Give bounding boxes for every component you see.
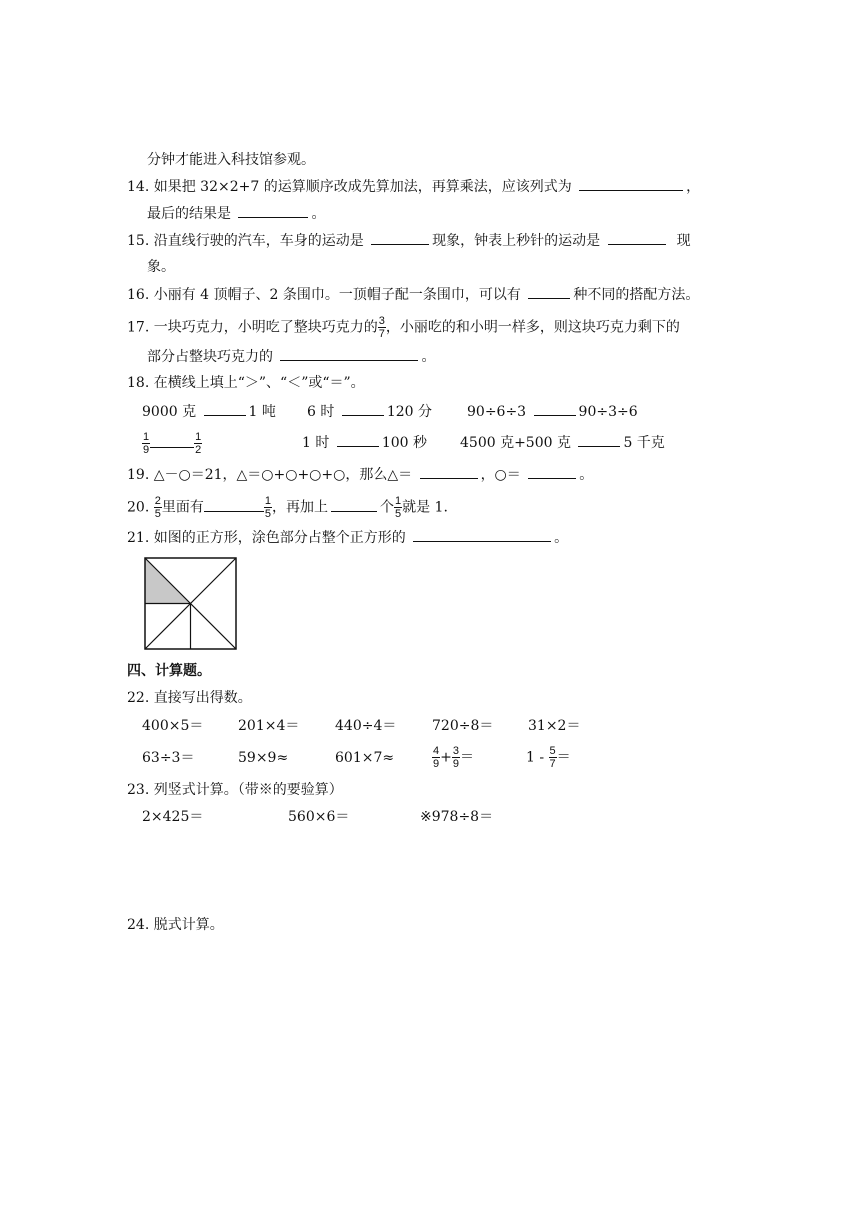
fraction: $\frac{1}{5}$ xyxy=(264,495,271,520)
question-number: 15. xyxy=(127,233,150,249)
question-text: 最后的结果是 xyxy=(147,206,231,222)
question-text: 列竖式计算。（带※的要验算） xyxy=(153,782,343,798)
punct: 。 xyxy=(579,467,594,483)
question-text: 在横线上填上“＞”、“＜”或“＝”。 xyxy=(153,375,365,391)
question-text: 直接写出得数。 xyxy=(153,690,252,706)
question-23 xyxy=(127,780,343,800)
fraction: $\frac{1}{5}$ xyxy=(394,495,402,520)
question-17 xyxy=(127,315,680,340)
calc-item: 601×7≈ xyxy=(335,750,395,766)
question-text: ，再加上 xyxy=(271,499,328,516)
fraction: $\frac{1}{9}$ xyxy=(143,431,150,456)
question-text: 脱式计算。 xyxy=(153,917,224,933)
punct: ， xyxy=(686,179,701,195)
question-14-line2 xyxy=(147,203,325,223)
question-14 xyxy=(127,176,700,196)
question-24 xyxy=(127,915,224,935)
compare-blank[interactable] xyxy=(534,401,576,416)
question-number: 22. xyxy=(127,690,150,706)
question-16 xyxy=(127,284,699,304)
calc-item: 560×6＝ xyxy=(288,809,350,825)
answer-blank[interactable] xyxy=(280,346,418,361)
answer-blank[interactable] xyxy=(420,464,478,479)
question-15-line2: 象。 xyxy=(147,259,175,275)
compare-item xyxy=(460,432,665,452)
question-text: ，小丽吃的和小明一样多，则这块巧克力剩下的 xyxy=(385,319,680,336)
compare-left: 1 时 xyxy=(302,435,330,451)
compare-left: 6 时 xyxy=(307,404,335,420)
answer-blank[interactable] xyxy=(528,284,570,299)
question-text: 个 xyxy=(379,499,394,516)
compare-item xyxy=(142,401,276,421)
question-text: 部分占整块巧克力的 xyxy=(147,349,273,365)
question-17-line2 xyxy=(147,346,435,366)
question-number: 20. xyxy=(127,499,150,516)
question-text: △－○＝21，△＝○+○+○+○，那么△＝ xyxy=(153,467,413,483)
question-text: 现 xyxy=(676,233,691,249)
calc-item: 400×5＝ xyxy=(142,718,204,734)
operator: + xyxy=(440,749,452,766)
question-text: 如图的正方形，涂色部分占整个正方形的 xyxy=(153,530,406,546)
section-title: 四、计算题。 xyxy=(127,663,211,679)
question-20 xyxy=(127,495,448,520)
expr-prefix: 1 - xyxy=(526,749,545,766)
question-number: 18. xyxy=(127,375,150,391)
question-number: 23. xyxy=(127,782,150,798)
fraction: $\frac{2}{5}$ xyxy=(154,495,161,520)
question-number: 14. xyxy=(127,179,150,195)
answer-blank[interactable] xyxy=(413,527,551,542)
calc-item: 59×9≈ xyxy=(238,750,289,766)
question-15 xyxy=(127,230,691,250)
continuation-line: 分钟才能进入科技馆参观。 xyxy=(147,152,315,168)
answer-blank[interactable] xyxy=(371,230,429,245)
fraction: $\frac{5}{7}$ xyxy=(549,745,556,770)
compare-blank[interactable] xyxy=(342,401,384,416)
answer-blank[interactable] xyxy=(608,230,666,245)
question-text: 就是 1. xyxy=(402,499,448,516)
fraction: $\frac{4}{9}$ xyxy=(433,745,440,770)
compare-right: 100 秒 xyxy=(381,435,427,451)
answer-blank[interactable] xyxy=(528,464,576,479)
compare-left: 90÷6÷3 xyxy=(467,404,527,420)
equals: ＝ xyxy=(556,749,571,766)
compare-right: 120 分 xyxy=(386,404,432,420)
punct: 。 xyxy=(554,530,569,546)
answer-blank[interactable] xyxy=(331,497,377,512)
compare-right: 90÷3÷6 xyxy=(578,404,638,420)
question-text: 现象，钟表上秒针的运动是 xyxy=(432,233,601,249)
answer-blank[interactable] xyxy=(204,497,264,512)
calc-item: 440÷4＝ xyxy=(335,718,397,734)
question-22 xyxy=(127,688,252,708)
fraction: $\frac{3}{9}$ xyxy=(452,745,459,770)
compare-item xyxy=(467,401,638,421)
compare-item-fractions xyxy=(142,431,202,456)
question-18 xyxy=(127,373,365,393)
calc-item: 2×425＝ xyxy=(142,809,204,825)
punct: 。 xyxy=(421,349,436,365)
calc-item-fraction xyxy=(526,745,571,771)
question-21 xyxy=(127,527,568,547)
calc-item-fractions xyxy=(432,745,474,771)
compare-blank[interactable] xyxy=(204,401,246,416)
question-text: 沿直线行驶的汽车，车身的运动是 xyxy=(153,233,364,249)
compare-blank[interactable] xyxy=(150,433,194,448)
answer-blank[interactable] xyxy=(579,176,683,191)
question-number: 17. xyxy=(127,319,150,336)
question-text: 种不同的搭配方法。 xyxy=(573,287,700,303)
question-text: ，○＝ xyxy=(480,467,521,483)
compare-blank[interactable] xyxy=(578,432,620,447)
question-number: 19. xyxy=(127,467,150,483)
question-text: 如果把 32×2+7 的运算顺序改成先算加法，再算乘法，应该列式为 xyxy=(153,179,572,195)
compare-blank[interactable] xyxy=(337,432,379,447)
compare-right: 5 千克 xyxy=(623,435,665,451)
equals: ＝ xyxy=(459,749,474,766)
calc-item: ※978÷8＝ xyxy=(420,809,494,825)
question-number: 24. xyxy=(127,917,150,933)
question-number: 16. xyxy=(127,287,150,303)
calc-item: 31×2＝ xyxy=(528,718,581,734)
compare-item xyxy=(307,401,432,421)
question-text: 一块巧克力，小明吃了整块巧克力的 xyxy=(153,319,378,336)
question-text: 小丽有 4 顶帽子、2 条围巾。一顶帽子配一条围巾，可以有 xyxy=(153,287,521,303)
question-19 xyxy=(127,464,593,484)
compare-right: 1 吨 xyxy=(248,404,276,420)
calc-item: 201×4＝ xyxy=(238,718,300,734)
square-figure xyxy=(144,557,237,650)
question-text: 里面有 xyxy=(161,499,204,516)
question-number: 21. xyxy=(127,530,150,546)
compare-item xyxy=(302,432,427,452)
compare-left: 4500 克+500 克 xyxy=(460,435,571,451)
calc-item: 63÷3＝ xyxy=(142,750,195,766)
punct: 。 xyxy=(311,206,326,222)
calc-item: 720÷8＝ xyxy=(432,718,494,734)
fraction: $\frac{3}{7}$ xyxy=(378,315,385,340)
answer-blank[interactable] xyxy=(238,203,308,218)
compare-left: 9000 克 xyxy=(142,404,197,420)
fraction: $\frac{1}{2}$ xyxy=(195,431,202,456)
